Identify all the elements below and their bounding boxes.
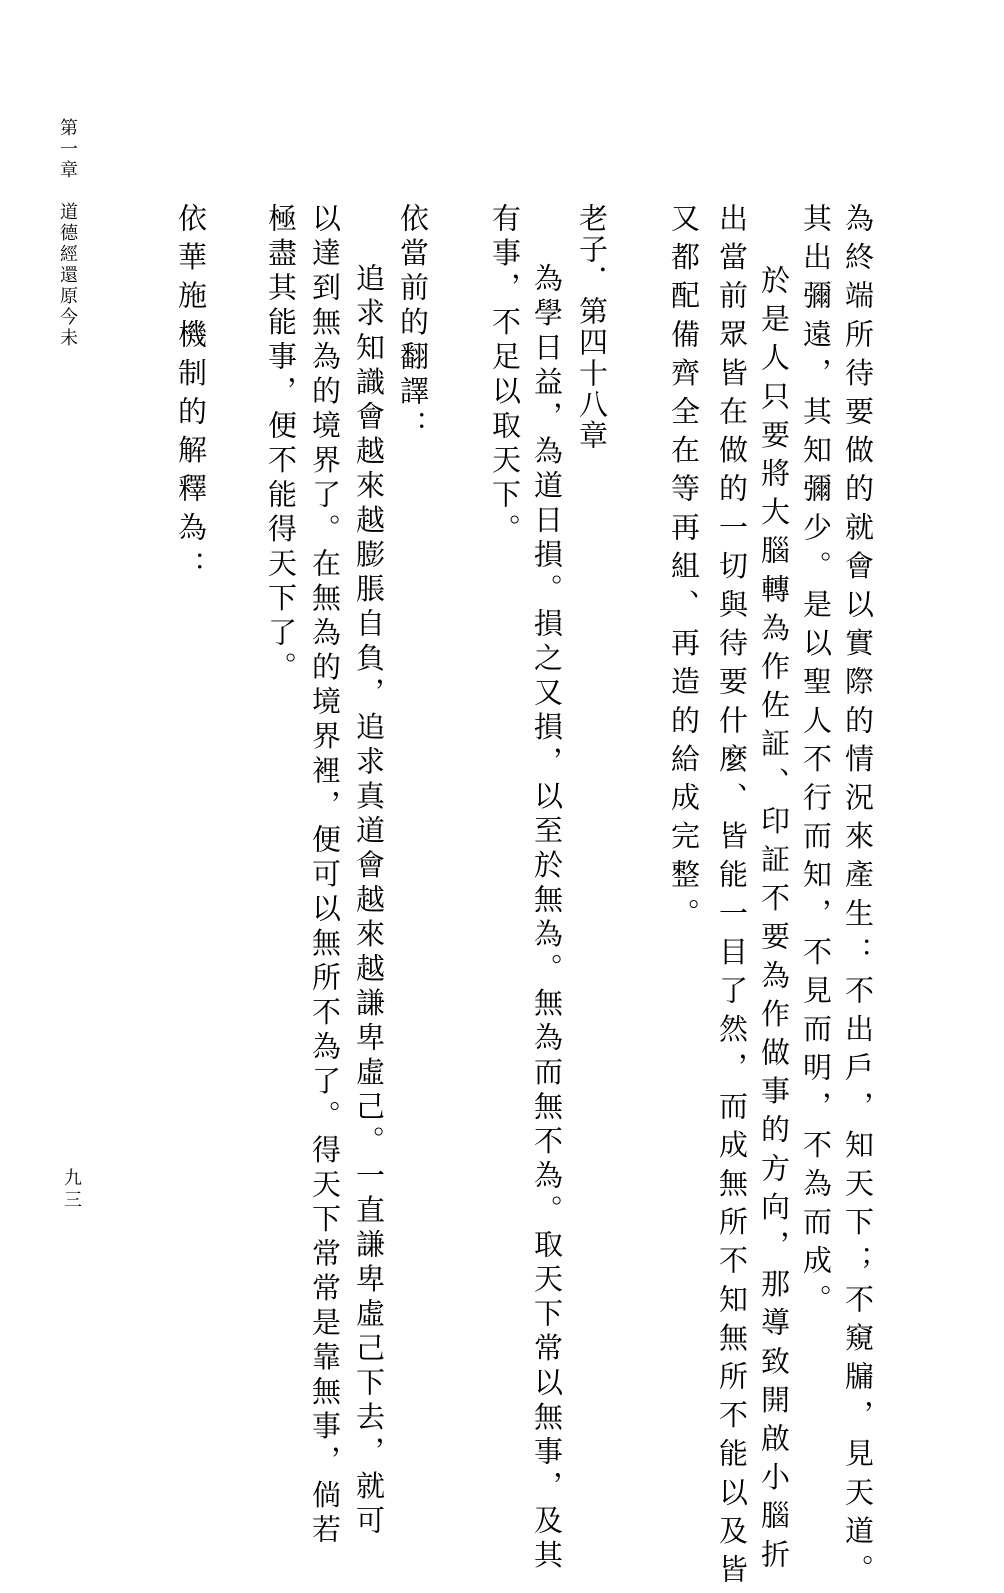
laozi-text-line: 為學日益，為道日損。損之又損，以至於無為。無為而無不為。取天下常以無事，及其 <box>530 263 564 1574</box>
translation-line: 以達到無為的境界了。在無為的境界裡，便可以無所不為了。得天下常常是靠無事，倘若 <box>308 203 342 1549</box>
translation-line: 極盡其能事，便不能得天下了。 <box>264 203 298 686</box>
running-head: 第一章 道德經還原今未 <box>57 118 78 349</box>
laozi-text-line: 有事，不足以取天下。 <box>488 203 522 548</box>
translation-line: 追求知識會越來越膨脹自負，追求真道會越來越謙卑虛己。一直謙卑虛己下去，就可 <box>352 263 386 1540</box>
commentary-line: 又都配備齊全在等再組、再造的給成完整。 <box>667 203 701 937</box>
commentary-line: 為終端所待要做的就會以實際的情況來產生：不出戶，知天下；不窺牖，見天道。 <box>841 203 875 1593</box>
page-number: 九三 <box>61 1168 82 1212</box>
chapter-heading: 老子．第四十八章 <box>575 203 609 451</box>
commentary-line: 於是人只要將大腦轉為作佐証、印証不要為作做事的方向，那導致開啟小腦折 <box>757 265 791 1578</box>
commentary-line: 出當前眾皆在做的一切與待要什麼、皆能一目了然，而成無所不知無所不能以及皆 <box>715 203 749 1593</box>
commentary-line: 其出彌遠，其知彌少。是以聖人不行而知，不見而明，不為而成。 <box>799 203 833 1323</box>
huashi-explanation-label: 依華施機制的解釋為： <box>174 203 208 589</box>
translation-label: 依當前的翻譯： <box>396 203 430 445</box>
